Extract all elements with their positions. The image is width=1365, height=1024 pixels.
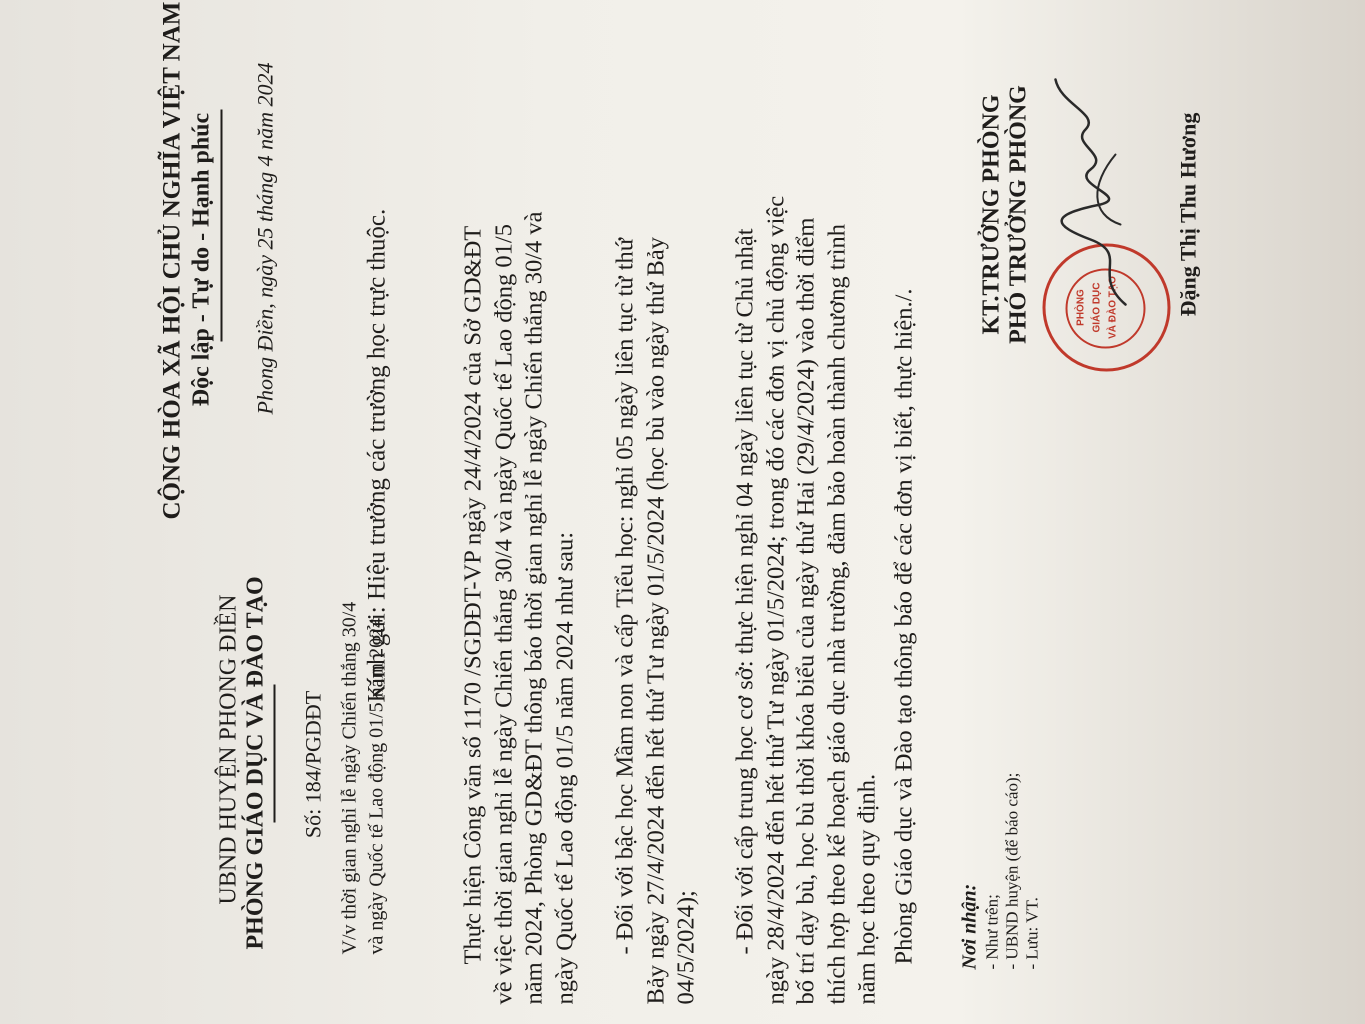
- agency-name: UBND HUYỆN PHONG ĐIỀN: [215, 594, 241, 904]
- text-line: 04/5/2024);: [672, 889, 699, 1004]
- department-underline: [273, 684, 275, 822]
- text-line: - Đối với bậc học Mầm non và cấp Tiểu học: nghỉ 05 ngày liên tục từ thứ: [611, 237, 638, 954]
- paragraph-2: [610, 44, 702, 1004]
- signature-title-1: KT.TRƯỞNG PHÒNG: [978, 94, 1004, 334]
- document-number: Số: 184/PGDĐT: [300, 690, 325, 838]
- motto-underline: [220, 109, 222, 341]
- recipients-item: - UBND huyện (để báo cáo);: [1002, 772, 1021, 969]
- recipients-title: Nơi nhận:: [958, 883, 980, 969]
- text-line: năm học theo quy định.: [853, 773, 880, 1004]
- text-line: Thực hiện Công văn số 1170 /SGDĐT-VP ngày 24/4/2024 của Sở GD&ĐT: [459, 225, 486, 964]
- text-line: thích hợp theo kế hoạch giáo dục nhà trường, đảm bảo hoàn thành chương trình: [822, 223, 850, 1004]
- recipients-item: - Lưu: VT.: [1022, 896, 1041, 969]
- recipients-item: - Như trên;: [982, 893, 1001, 969]
- paragraph-1: [458, 44, 580, 1004]
- signature-title-2: PHÓ TRƯỞNG PHÒNG: [1005, 84, 1031, 344]
- text-line: - Đối với cấp trung học cơ sở: thực hiện nghỉ 04 ngày liên tục từ Chủ nhật: [731, 227, 758, 954]
- text-line: ngày Quốc tế Lao động 01/5 năm 2024 như sau:: [550, 531, 578, 1004]
- text-line: về việc thời gian nghỉ lễ ngày Chiến thắng 30/4 và ngày Quốc tế Lao động 01/5: [489, 223, 517, 1004]
- recipient-line: Kính gửi: Hiệu trưởng các trường học trực thuộc.: [363, 208, 390, 702]
- subject-line-1: V/v thời gian nghỉ lễ ngày Chiến thắng 30/4: [338, 601, 360, 954]
- signer-name: Đặng Thị Thu Hương: [1175, 112, 1200, 316]
- stamp-text: VÀ ĐÀO TẠO: [1107, 275, 1118, 339]
- text-line: bố trí dạy bù, học bù thời khóa biểu của ngày thứ Hai (29/4/2024) vào thời điểm: [792, 217, 819, 1004]
- stamp-text: GIÁO DỤC: [1091, 282, 1102, 332]
- stamp-text: PHÒNG: [1075, 288, 1086, 326]
- text-line: Bảy ngày 27/4/2024 đến hết thứ Tư ngày 01/5/2024 (học bù vào ngày thứ Bảy: [641, 236, 669, 1004]
- subject-line-2: và ngày Quốc tế Lao động 01/5 năm 2024: [365, 617, 387, 954]
- handwritten-signature: [1030, 64, 1150, 314]
- department-name: PHÒNG GIÁO DỤC VÀ ĐÀO TẠO: [242, 575, 268, 949]
- nation-title: CỘNG HÒA XÃ HỘI CHỦ NGHĨA VIỆT NAM: [158, 1, 185, 519]
- motto: Độc lập - Tự do - Hạnh phúc: [188, 112, 214, 406]
- place-date: Phong Điền, ngày 25 tháng 4 năm 2024: [252, 62, 277, 414]
- paragraph-3: [730, 44, 883, 1004]
- closing-line: Phòng Giáo dục và Đào tạo thông báo để các đơn vị biết, thực hiện./.: [890, 288, 917, 964]
- text-line: năm 2024, Phòng GD&ĐT thông báo thời gian nghỉ lễ ngày Chiến thắng 30/4 và: [520, 210, 547, 1004]
- text-line: ngày 28/4/2024 đến hết thứ Tư ngày 01/5/2024; trong đó các đơn vị chủ động việc: [761, 195, 789, 1004]
